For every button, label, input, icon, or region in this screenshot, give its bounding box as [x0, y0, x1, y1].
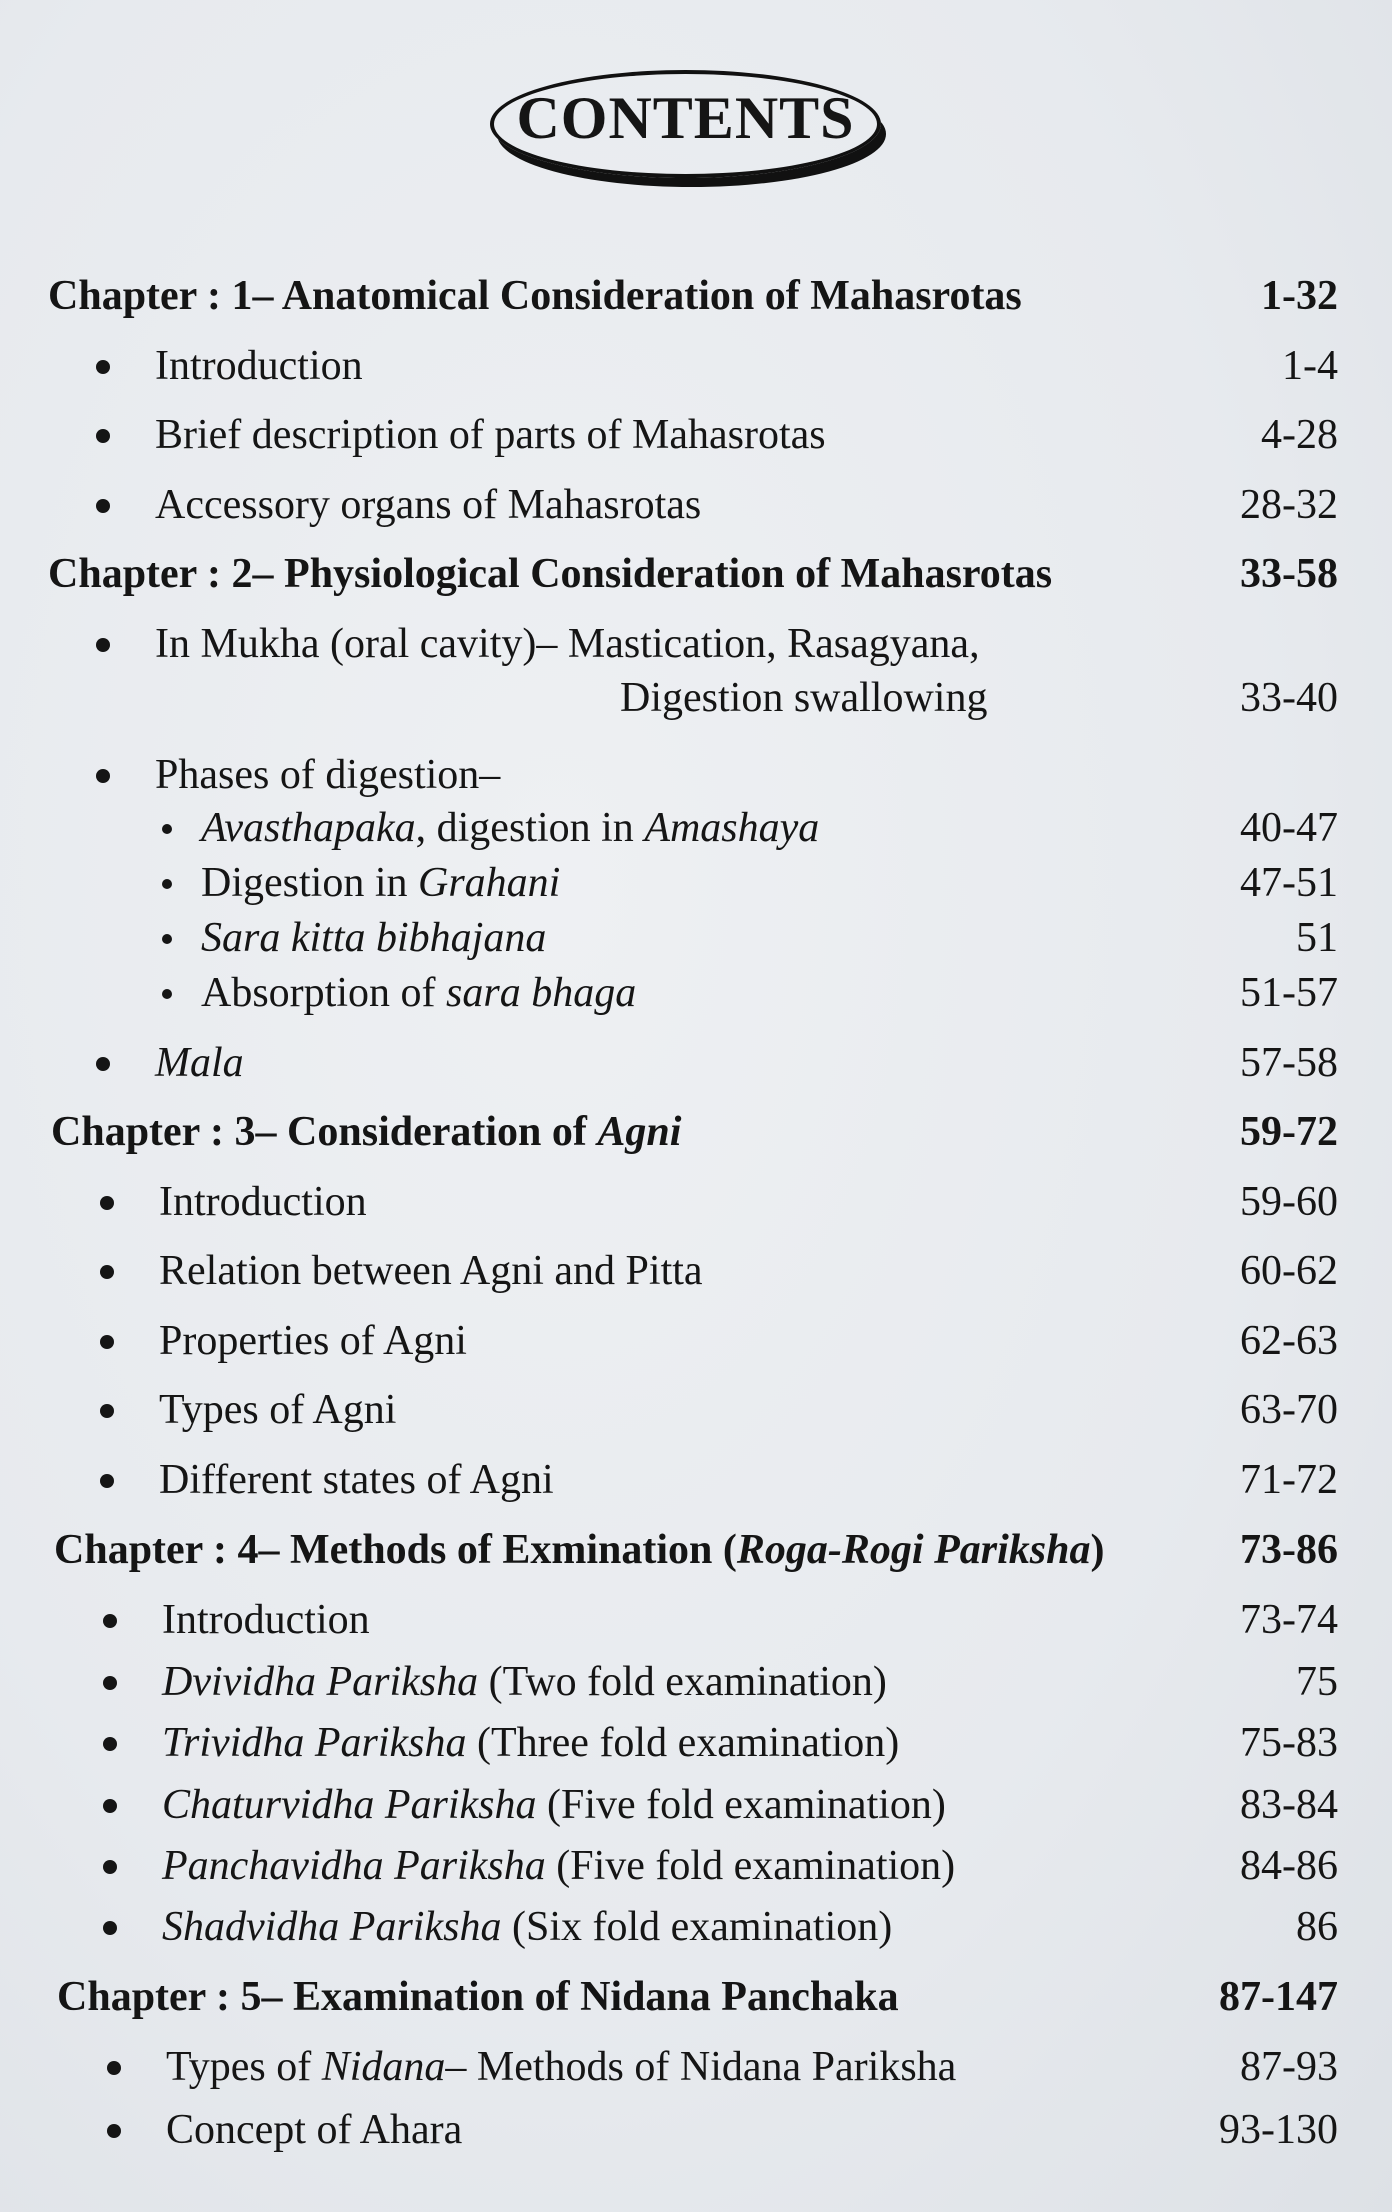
sub-bullet-icon — [162, 989, 172, 999]
page-range: 84-86 — [1240, 1843, 1338, 1889]
bullet-icon — [103, 1921, 117, 1935]
toc-entry[interactable] — [48, 1592, 1338, 1648]
subentry-title: Digestion in Grahani — [201, 860, 561, 906]
toc-entry[interactable] — [48, 1382, 1338, 1438]
page-range: 71-72 — [1240, 1457, 1338, 1503]
entry-title-line2: Digestion swallowing — [620, 675, 988, 721]
chapter-title: Chapter : 1– Anatomical Consideration of Mahasrotas — [48, 273, 1022, 319]
chapter-2-heading[interactable] — [48, 546, 1338, 602]
subentry-title: Avasthapaka, digestion in Amashaya — [201, 805, 820, 851]
bullet-icon — [100, 1335, 114, 1349]
page-range: 1-32 — [1261, 273, 1338, 319]
bullet-icon — [107, 2124, 121, 2138]
bullet-icon — [100, 1404, 114, 1418]
entry-title: Trividha Pariksha (Three fold examination) — [162, 1720, 900, 1766]
page-range: 75-83 — [1240, 1720, 1338, 1766]
toc-entry[interactable] — [48, 1452, 1338, 1508]
toc-entry[interactable] — [48, 1899, 1338, 1955]
chapter-title: Chapter : 5– Examination of Nidana Panchaka — [57, 1974, 899, 2020]
page-range: 28-32 — [1240, 482, 1338, 528]
toc-subentry[interactable] — [48, 800, 1338, 856]
page-range: 51-57 — [1240, 970, 1338, 1016]
toc-subentry[interactable] — [48, 965, 1338, 1021]
chapter-3-heading[interactable] — [48, 1104, 1338, 1160]
toc-subentry[interactable] — [48, 910, 1338, 966]
page-range: 86 — [1296, 1904, 1338, 1950]
bullet-icon — [96, 429, 110, 443]
entry-title: Dvividha Pariksha (Two fold examination) — [162, 1659, 887, 1705]
sub-bullet-icon — [162, 824, 172, 834]
page-range: 93-130 — [1219, 2107, 1338, 2153]
toc-entry[interactable] — [48, 1243, 1338, 1299]
entry-title: Phases of digestion– — [155, 752, 501, 798]
chapter-title: Chapter : 3– Consideration of Agni — [51, 1109, 682, 1155]
toc-entry[interactable] — [48, 2039, 1338, 2095]
bullet-icon — [107, 2061, 121, 2075]
bullet-icon — [96, 360, 110, 374]
toc-entry[interactable] — [48, 747, 1338, 803]
toc-entry-continued[interactable] — [48, 670, 1338, 726]
entry-title: Different states of Agni — [159, 1457, 554, 1503]
page-range: 83-84 — [1240, 1782, 1338, 1828]
page-range: 40-47 — [1240, 805, 1338, 851]
toc-entry[interactable] — [48, 1174, 1338, 1230]
page-range: 63-70 — [1240, 1387, 1338, 1433]
sub-bullet-icon — [162, 934, 172, 944]
entry-title: Introduction — [162, 1597, 370, 1643]
page-range: 51 — [1296, 915, 1338, 961]
bullet-icon — [103, 1737, 117, 1751]
entry-title: Chaturvidha Pariksha (Five fold examination) — [162, 1782, 946, 1828]
toc-entry[interactable] — [48, 2102, 1338, 2158]
page-range: 47-51 — [1240, 860, 1338, 906]
bullet-icon — [100, 1265, 114, 1279]
entry-title: Shadvidha Pariksha (Six fold examination) — [162, 1904, 893, 1950]
entry-title: Introduction — [159, 1179, 367, 1225]
page-range: 87-147 — [1219, 1974, 1338, 2020]
page-range: 57-58 — [1240, 1040, 1338, 1086]
chapter-5-heading[interactable] — [48, 1969, 1338, 2025]
bullet-icon — [103, 1676, 117, 1690]
page-range: 1-4 — [1282, 343, 1338, 389]
bullet-icon — [96, 638, 110, 652]
page-range: 59-60 — [1240, 1179, 1338, 1225]
entry-title: Brief description of parts of Mahasrotas — [155, 412, 826, 458]
toc-entry[interactable] — [48, 1838, 1338, 1894]
entry-title: Properties of Agni — [159, 1318, 467, 1364]
chapter-title: Chapter : 4– Methods of Exmination (Roga-Rogi Pariksha) — [54, 1527, 1105, 1573]
toc-entry[interactable] — [48, 1777, 1338, 1833]
toc-entry[interactable] — [48, 407, 1338, 463]
entry-title: Relation between Agni and Pitta — [159, 1248, 703, 1294]
entry-title: Panchavidha Pariksha (Five fold examination) — [162, 1843, 956, 1889]
subentry-title: Sara kitta bibhajana — [201, 915, 547, 961]
bullet-icon — [96, 769, 110, 783]
contents-heading — [490, 70, 885, 185]
page-range: 62-63 — [1240, 1318, 1338, 1364]
toc-entry[interactable] — [48, 1715, 1338, 1771]
entry-title: Mala — [155, 1040, 244, 1086]
toc-entry[interactable] — [48, 338, 1338, 394]
bullet-icon — [103, 1860, 117, 1874]
page-range: 73-86 — [1240, 1527, 1338, 1573]
bullet-icon — [96, 499, 110, 513]
subentry-title: Absorption of sara bhaga — [201, 970, 637, 1016]
page-range: 87-93 — [1240, 2044, 1338, 2090]
bullet-icon — [96, 1057, 110, 1071]
toc-entry[interactable] — [48, 1654, 1338, 1710]
page-range: 59-72 — [1240, 1109, 1338, 1155]
page-range: 4-28 — [1261, 412, 1338, 458]
bullet-icon — [103, 1614, 117, 1628]
toc-entry[interactable] — [48, 477, 1338, 533]
entry-title: Concept of Ahara — [166, 2107, 463, 2153]
page-range: 60-62 — [1240, 1248, 1338, 1294]
page-range: 75 — [1296, 1659, 1338, 1705]
chapter-1-heading[interactable] — [48, 268, 1338, 324]
entry-title: Types of Nidana– Methods of Nidana Pariksha — [166, 2044, 957, 2090]
entry-title: Introduction — [155, 343, 363, 389]
toc-entry[interactable] — [48, 616, 1338, 672]
sub-bullet-icon — [162, 879, 172, 889]
page-title: CONTENTS — [516, 85, 855, 151]
toc-entry[interactable] — [48, 1035, 1338, 1091]
entry-title: Accessory organs of Mahasrotas — [155, 482, 702, 528]
page-range: 33-40 — [1240, 675, 1338, 721]
chapter-4-heading[interactable] — [48, 1522, 1338, 1578]
entry-title: Types of Agni — [159, 1387, 397, 1433]
bullet-icon — [100, 1196, 114, 1210]
toc-subentry[interactable] — [48, 855, 1338, 911]
bullet-icon — [103, 1799, 117, 1813]
page-range: 73-74 — [1240, 1597, 1338, 1643]
entry-title-line1: In Mukha (oral cavity)– Mastication, Rasagyana, — [155, 621, 980, 667]
bullet-icon — [100, 1474, 114, 1488]
chapter-title: Chapter : 2– Physiological Consideration of Mahasrotas — [48, 551, 1053, 597]
page-range: 33-58 — [1240, 551, 1338, 597]
toc-entry[interactable] — [48, 1313, 1338, 1369]
